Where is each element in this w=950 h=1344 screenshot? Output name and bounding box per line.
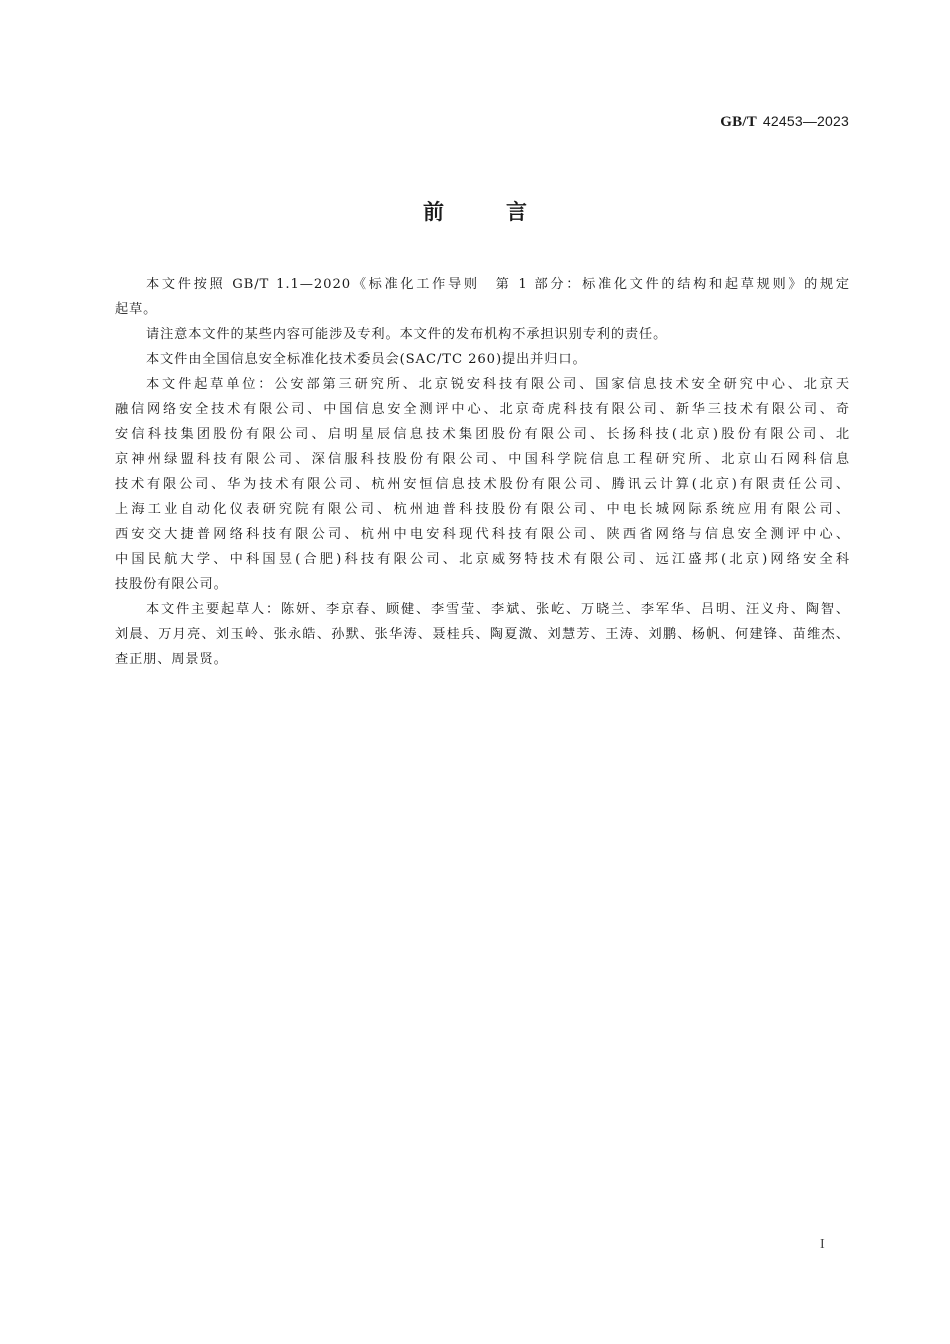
page-title — [0, 196, 950, 226]
text-line: 上海工业自动化仪表研究院有限公司、杭州迪普科技股份有限公司、中电长城网际系统应用有限公司、 — [115, 502, 850, 517]
standard-code — [720, 113, 849, 131]
text-line: 本文件按照 GB/T 1.1—2020《标准化工作导则 第 1 部分：标准化文件的结构和起草规则》的规定 — [146, 277, 850, 292]
paragraph-committee — [115, 347, 850, 372]
text-line: 本文件主要起草人：陈妍、李京春、顾健、李雪莹、李斌、张屹、万晓兰、李军华、吕明、汪义舟、陶智、 — [146, 602, 850, 617]
paragraph-patent — [115, 322, 850, 347]
text-line: 本文件由全国信息安全标准化技术委员会(SAC/TC 260)提出并归口。 — [146, 352, 587, 367]
title-char-1: 前 — [423, 200, 444, 224]
text-line: 查正朋、周景贤。 — [115, 652, 228, 667]
paragraph-basis — [115, 272, 850, 322]
text-line: 请注意本文件的某些内容可能涉及专利。本文件的发布机构不承担识别专利的责任。 — [146, 327, 668, 342]
standard-prefix: GB/T — [720, 114, 757, 130]
foreword-body — [115, 272, 850, 672]
paragraph-drafters — [115, 597, 850, 672]
text-line: 技术有限公司、华为技术有限公司、杭州安恒信息技术股份有限公司、腾讯云计算(北京)有限责任公司、 — [115, 477, 850, 492]
page-number: I — [820, 1237, 825, 1252]
text-line: 起草。 — [115, 302, 158, 317]
text-line: 刘晨、万月亮、刘玉岭、张永皓、孙默、张华涛、聂桂兵、陶夏溦、刘慧芳、王涛、刘鹏、杨帆、何建锋、苗维杰、 — [115, 627, 850, 642]
text-line: 本文件起草单位：公安部第三研究所、北京锐安科技有限公司、国家信息技术安全研究中心、北京天 — [146, 377, 850, 392]
text-line: 安信科技集团股份有限公司、启明星辰信息技术集团股份有限公司、长扬科技(北京)股份有限公司、北 — [115, 427, 850, 442]
standard-number: 42453—2023 — [762, 113, 849, 129]
text-line: 中国民航大学、中科国昱(合肥)科技有限公司、北京威努特技术有限公司、远江盛邦(北京)网络安全科 — [115, 552, 850, 567]
text-line: 京神州绿盟科技有限公司、深信服科技股份有限公司、中国科学院信息工程研究所、北京山石网科信息 — [115, 452, 850, 467]
text-line: 技股份有限公司。 — [115, 577, 228, 592]
paragraph-drafting-units — [115, 372, 850, 597]
title-char-2: 言 — [506, 200, 527, 224]
text-line: 西安交大捷普网络科技有限公司、杭州中电安科现代科技有限公司、陕西省网络与信息安全测评中心、 — [115, 527, 850, 542]
text-line: 融信网络安全技术有限公司、中国信息安全测评中心、北京奇虎科技有限公司、新华三技术有限公司、奇 — [115, 402, 850, 417]
